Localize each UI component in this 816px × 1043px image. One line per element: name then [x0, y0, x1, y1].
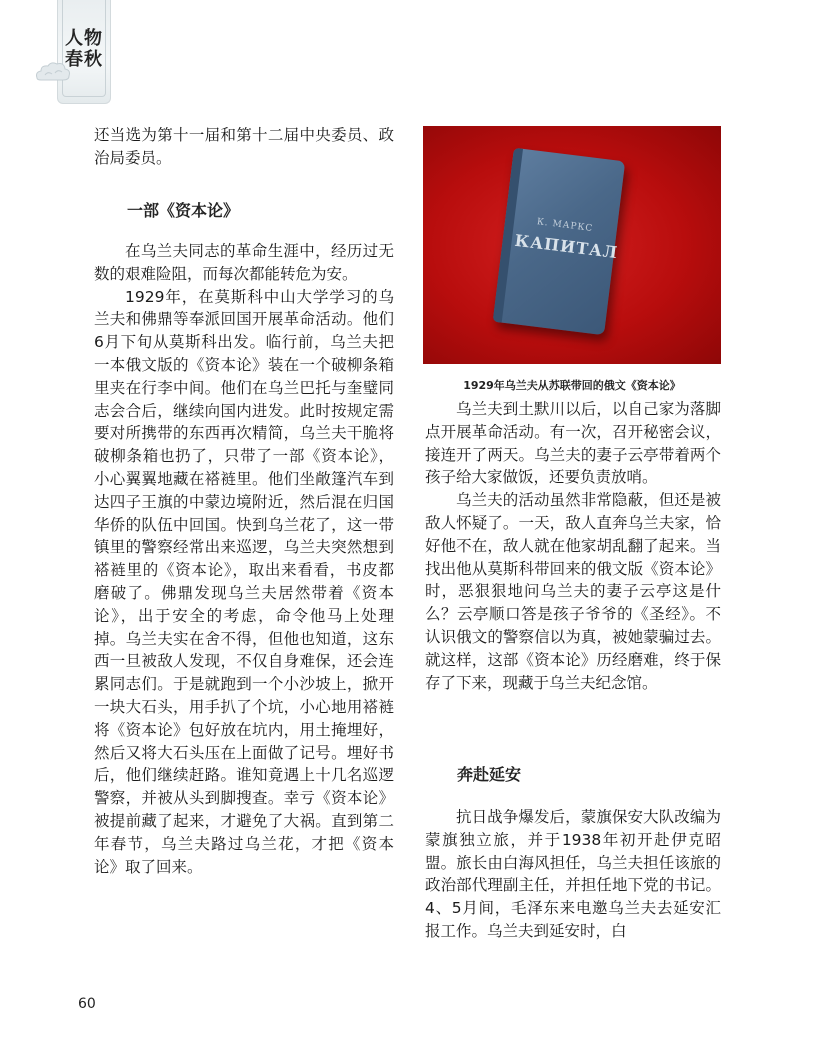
page-number: 60 — [78, 996, 96, 1012]
right-column-section2 — [425, 806, 721, 943]
right-column-body — [425, 398, 721, 694]
paragraph: 乌兰夫的活动虽然非常隐蔽，但还是被敌人怀疑了。一天，敌人直奔乌兰夫家，恰好他不在，敌人就在他家胡乱翻了起来。当找出他从莫斯科带回来的俄文版《资本论》时，恶狠狠地问乌兰夫的妻子云亭这是什么？云亭顺口答是孩子爷爷的《圣经》。不认识俄文的警察信以为真，被她蒙骗过去。就这样，这部《资本论》历经磨难，终于保存了下来，现藏于乌兰夫纪念馆。 — [425, 491, 721, 692]
book-photo — [423, 126, 721, 364]
paragraph: 1929年，在莫斯科中山大学学习的乌兰夫和佛鼎等奉派回国开展革命活动。他们6月下旬从莫斯科出发。临行前，乌兰夫把一本俄文版的《资本论》装在一个破柳条箱里夹在行李中间。他们在乌兰巴托与奎璧同志会合后，继续向国内进发。此时按规定需要对所携带的东西再次精简，乌兰夫干脆将破柳条箱也扔了，只带了一部《资本论》，小心翼翼地藏在褡裢里。他们坐敞篷汽车到达四子王旗的中蒙边境附近，然后混在归国华侨的队伍中回国。快到乌兰花了，这一带镇里的警察经常出来巡逻，乌兰夫突然想到褡裢里的《资本论》，取出来看看，书皮都磨破了。佛鼎发现乌兰夫居然带着《资本论》，出于安全的考虑，命令他马上处理掉。乌兰夫实在舍不得，但他也知道，这东西一旦被敌人发现，不仅自身难保，还会连累同志们。于是就跑到一个小沙坡上，掀开一块大石头，用手扒了个坑，小心地用褡裢将《资本论》包好放在坑内，用土掩埋好，然后又将大石头压在上面做了记号。埋好书后，他们继续赶路。谁知竟遇上十几名巡逻警察，并被从头到脚搜查。幸亏《资本论》被提前藏了起来，才避免了大祸。直到第二年春节，乌兰夫路过乌兰花，才把《资本论》取了回来。 — [94, 287, 394, 876]
paragraph: 抗日战争爆发后，蒙旗保安大队改编为蒙旗独立旅，并于1938年初开赴伊克昭盟。旅长由白海风担任，乌兰夫担任该旅的政治部代理副主任，并担任地下党的书记。4、5月间，毛泽东来电邀乌兰夫去延安汇报工作。乌兰夫到延安时，白 — [425, 808, 721, 940]
column-title-line1: 人物 — [65, 28, 103, 49]
intro-paragraph: 还当选为第十一届和第十二届中央委员、政治局委员。 — [94, 126, 394, 167]
photo-caption: 1929年乌兰夫从苏联带回的俄文《资本论》 — [463, 379, 681, 392]
column-tab — [57, 0, 111, 104]
cloud-ornament-icon — [33, 58, 73, 84]
paragraph: 在乌兰夫同志的革命生涯中，经历过无数的艰难险阻，而每次都能转危为安。 — [94, 242, 394, 283]
left-column-body — [94, 240, 394, 878]
book-author: К. МАРКС — [536, 217, 594, 235]
section-heading-yanan: 奔赴延安 — [457, 765, 522, 784]
capital-book-image — [493, 148, 625, 335]
left-intro — [94, 124, 394, 170]
book-title: КАПИТАЛ — [513, 230, 620, 263]
column-title-line2: 春秋 — [65, 49, 103, 70]
paragraph: 乌兰夫到土默川以后，以自己家为落脚点开展革命活动。有一次，召开秘密会议，接连开了两天。乌兰夫的妻子云亭带着两个孩子给大家做饭，还要负责放哨。 — [425, 400, 721, 487]
section-heading-capital: 一部《资本论》 — [127, 201, 240, 220]
